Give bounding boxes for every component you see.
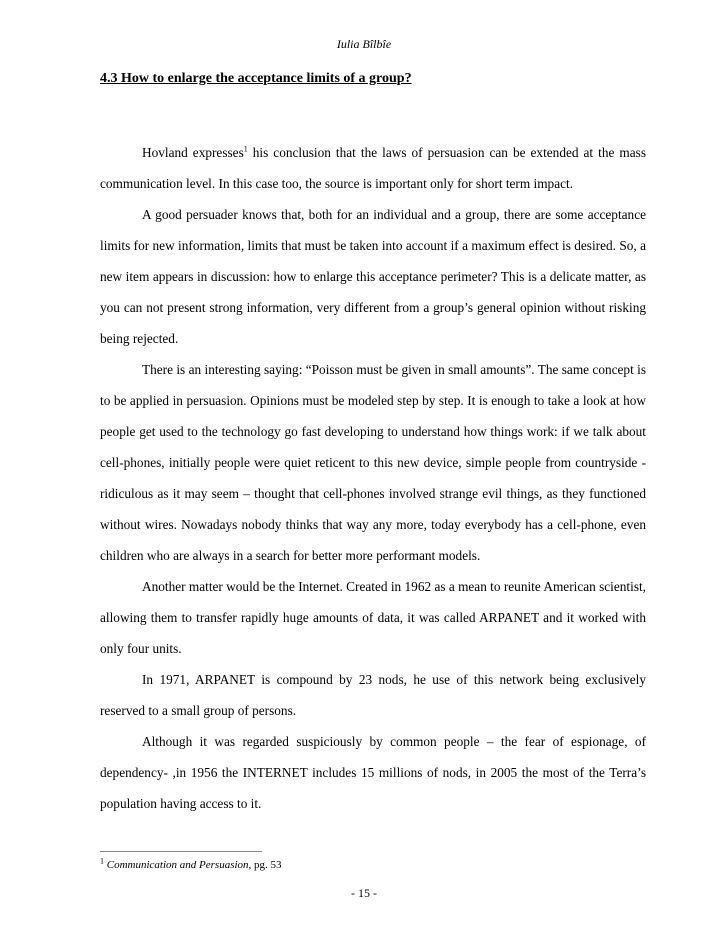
paragraph-3: There is an interesting saying: “Poisson must be given in small amounts”. The same concept is to be applied in persuasion. Opinions must be modeled step by step. It is enough to take a look at how people get used to the technology go fast developing to understand how things work: if we talk about cell-phones, initially people were quiet reticent to this new device, simple people from countryside - ridiculous as it may seem – thought that cell-phones involved strange evil things, as they functioned without wires. Nowadays nobody thinks that way any more, today everybody has a cell-phone, even children who are always in a search for better more performant models.	[100, 362, 646, 563]
footnote	[100, 856, 646, 871]
page-number: - 15 -	[351, 886, 377, 900]
footnote-divider	[100, 851, 262, 852]
footnote-source-title: Communication and Persuasion	[106, 859, 249, 871]
footnote-number: 1	[100, 856, 104, 866]
paragraph-5: In 1971, ARPANET is compound by 23 nods, he use of this network being exclusively reserved to a small group of persons.	[100, 672, 646, 718]
paragraph-1	[100, 137, 646, 199]
paragraph-4: Another matter would be the Internet. Created in 1962 as a mean to reunite American scientist, allowing them to transfer rapidly huge amounts of data, it was called ARPANET and it worked with only four units.	[100, 579, 647, 656]
paragraph-2: A good persuader knows that, both for an individual and a group, there are some acceptance limits for new information, limits that must be taken into account if a maximum effect is desired. So, a new item appears in discussion: how to enlarge this acceptance perimeter? This is a delicate matter, as you can not present strong information, very different from a group’s general opinion without risking being rejected.	[100, 207, 646, 346]
paragraph-1-text: his conclusion that the laws of persuasion can be extended at the mass communication level. In this case too, the source is important only for short term impact.	[100, 145, 646, 191]
section-heading: 4.3 How to enlarge the acceptance limits of a group?	[100, 71, 412, 86]
running-header-author: Iulia Bîlbîe	[336, 37, 392, 51]
paragraph-1-lead: Hovland expresses	[142, 145, 244, 160]
footnote-source-suffix: , pg. 53	[248, 859, 282, 871]
paragraph-6: Although it was regarded suspiciously by common people – the fear of espionage, of dependency- ,in 1956 the INTERNET includes 15 millions of nods, in 2005 the most of the Terra’s population having access to it.	[100, 734, 646, 811]
footnote-reference[interactable]: 1	[243, 144, 248, 154]
body-text	[100, 137, 646, 819]
